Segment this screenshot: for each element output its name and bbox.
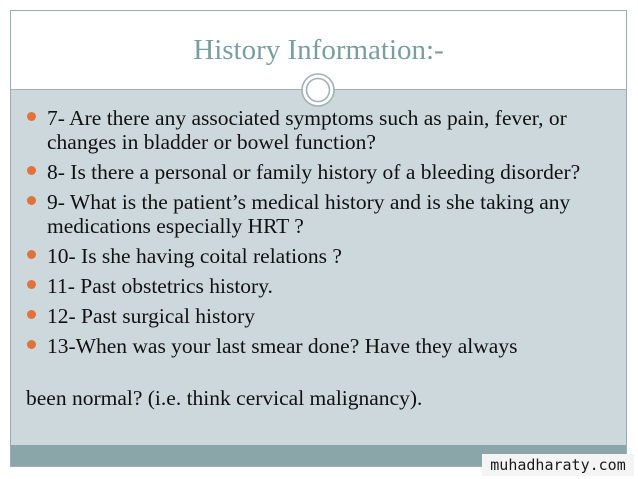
bullet-item-9 — [22, 190, 620, 238]
bullet-item-8 — [22, 160, 620, 184]
bullet-item-7 — [22, 106, 620, 154]
bullet-list — [22, 106, 620, 364]
bullet-item-11 — [22, 274, 620, 298]
bullet-item-12 — [22, 304, 620, 328]
watermark: muhadharaty.com — [482, 454, 634, 476]
bullet-item-10 — [22, 244, 620, 268]
bullet-dot-icon — [27, 340, 36, 349]
bullet-dot-icon — [27, 280, 36, 289]
bullet-dot-icon — [27, 196, 36, 205]
bullet-text: 9- What is the patient’s medical history and is she taking any medications especially HRT ? — [47, 190, 571, 238]
bullet-continuation-text: been normal? (i.e. think cervical malignancy). — [26, 386, 423, 410]
bullet-text: 11- Past obstetrics history. — [47, 274, 273, 298]
bullet-text: 8- Is there a personal or family history of a bleeding disorder? — [47, 160, 581, 184]
bullet-dot-icon — [27, 310, 36, 319]
bullet-item-13 — [22, 334, 620, 358]
bullet-text: 10- Is she having coital relations ? — [47, 244, 342, 268]
bullet-text: 7- Are there any associated symptoms such as pain, fever, or changes in bladder or bowel function? — [47, 106, 567, 154]
bullet-text: 12- Past surgical history — [47, 304, 256, 328]
bullet-dot-icon — [27, 250, 36, 259]
slide-title: History Information:- — [193, 34, 444, 66]
double-circle-ornament-icon — [300, 72, 336, 108]
bullet-dot-icon — [27, 166, 36, 175]
bullet-text: 13-When was your last smear done? Have they always — [47, 334, 518, 358]
bullet-dot-icon — [27, 112, 36, 121]
